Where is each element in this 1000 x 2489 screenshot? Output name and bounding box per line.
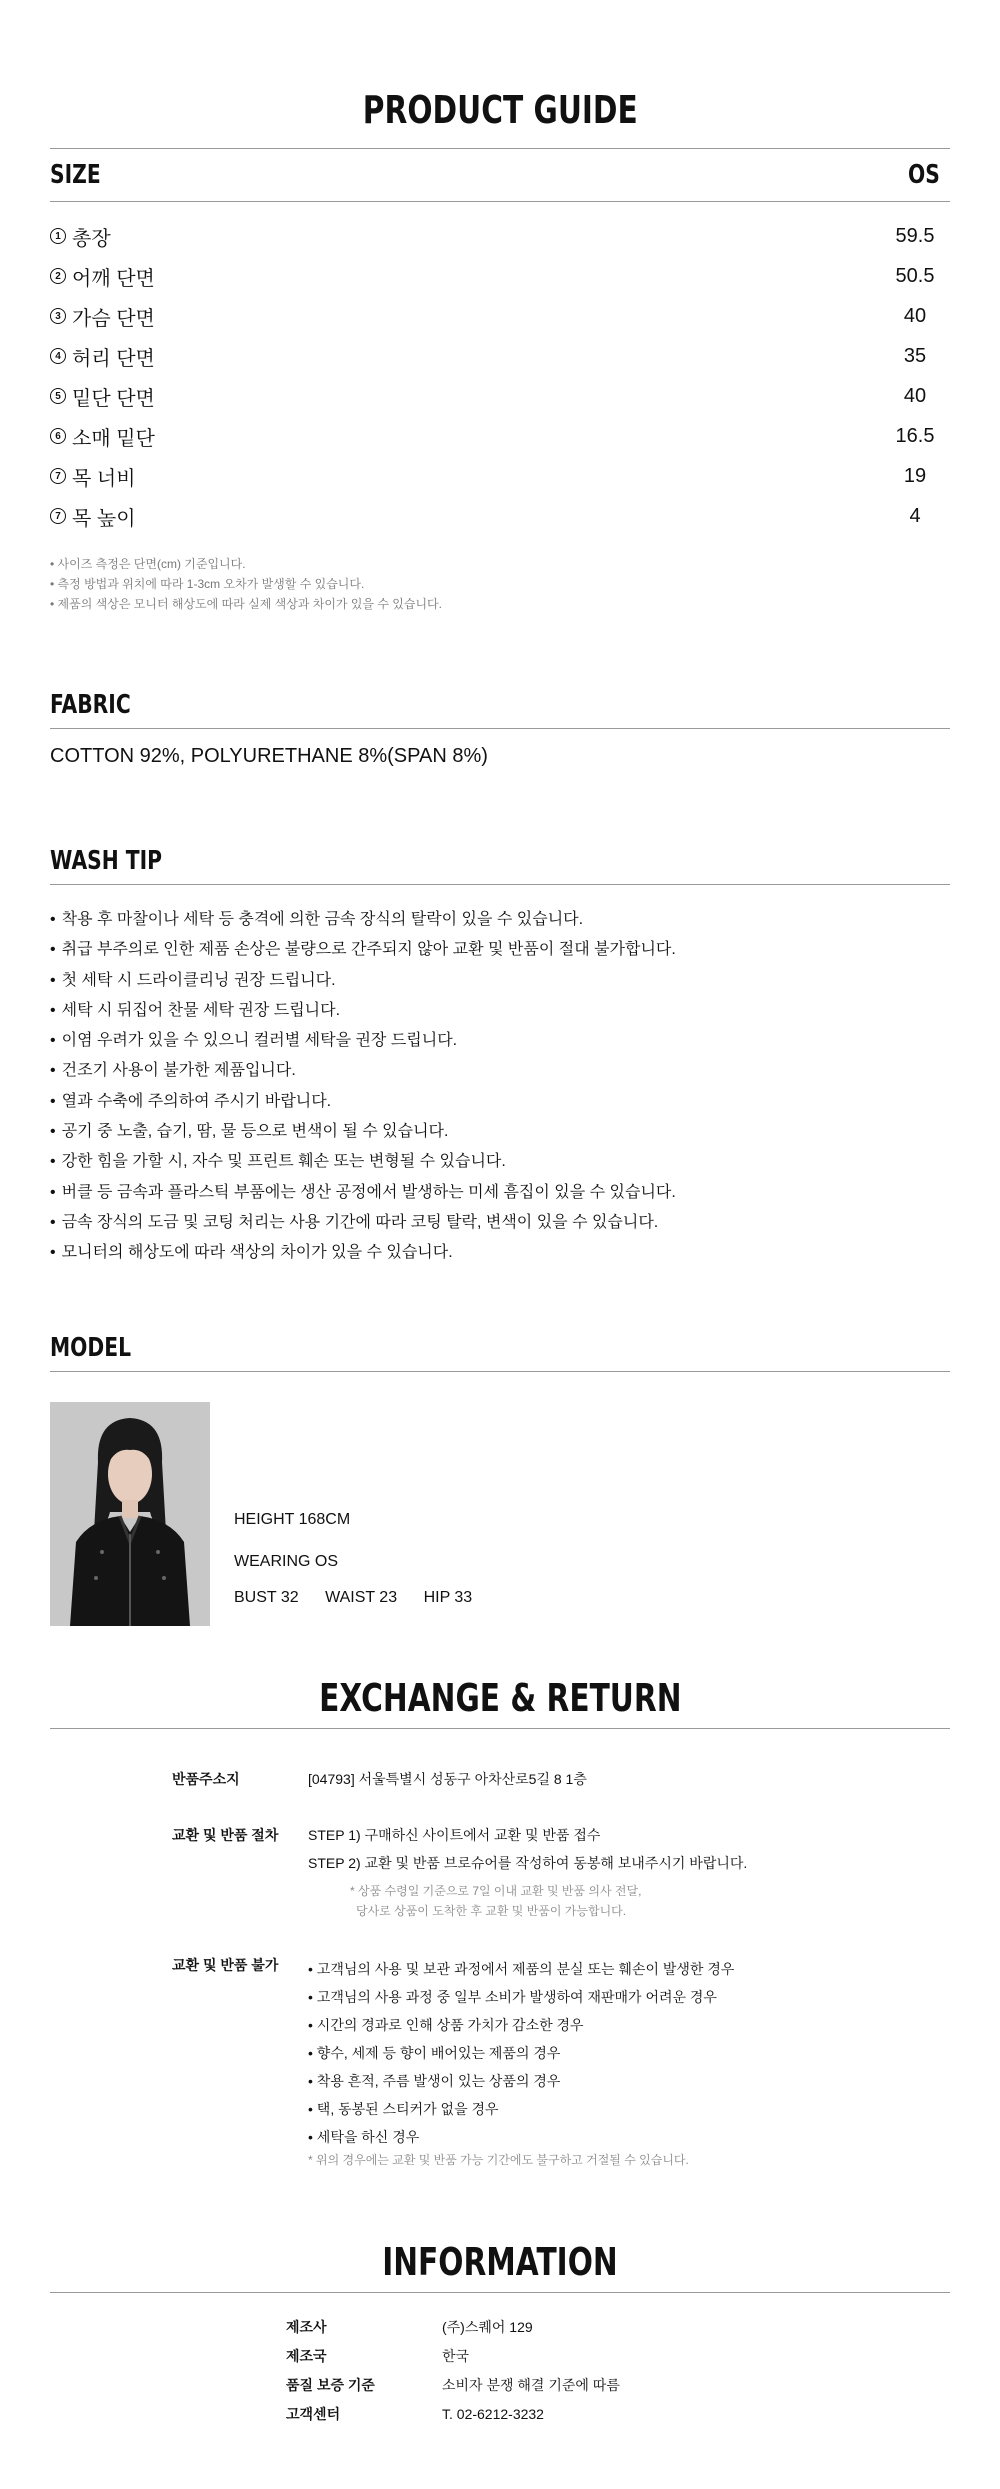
info-key: 품질 보증 기준 <box>286 2376 375 2393</box>
wash-tip-item: • 건조기 사용이 불가한 제품입니다. <box>50 1056 950 1086</box>
wash-tip-heading <box>50 836 950 884</box>
number-circle-icon: 4 <box>50 348 66 364</box>
size-label: 목 너비 <box>72 467 136 490</box>
size-value: 4 <box>909 504 921 527</box>
no-exchange-item: • 세탁을 하신 경우 <box>308 2123 950 2151</box>
size-value: 40 <box>903 304 927 327</box>
model-wearing: WEARING OS <box>234 1552 339 1570</box>
size-label: 밑단 단면 <box>72 387 155 410</box>
fabric-composition: COTTON 92%, POLYURETHANE 8%(SPAN 8%) <box>50 745 488 767</box>
info-key: 제조국 <box>286 2347 327 2364</box>
fabric-heading-text: FABRIC <box>50 690 131 720</box>
note-item: • 제품의 색상은 모니터 해상도에 따라 실제 색상과 차이가 있을 수 있습니다. <box>50 594 950 614</box>
information-title-text: INFORMATION <box>382 2239 618 2284</box>
no-exchange-item: • 택, 동봉된 스티커가 없을 경우 <box>308 2095 950 2123</box>
exchange-return-title <box>50 1668 950 1728</box>
size-label: 어깨 단면 <box>72 267 155 290</box>
wash-tip-item: • 취급 부주의로 인한 제품 손상은 불량으로 간주되지 않아 교환 및 반품이 절대 불가합니다. <box>50 935 950 965</box>
wash-tip-list <box>50 885 950 1269</box>
number-circle-icon: 6 <box>50 428 66 444</box>
wash-tip-item: • 모니터의 해상도에 따라 색상의 차이가 있을 수 있습니다. <box>50 1238 950 1268</box>
exchange-return-info <box>50 1769 950 2168</box>
info-row <box>50 2400 950 2429</box>
info-row <box>50 2371 950 2400</box>
size-row <box>50 336 950 376</box>
wash-tip-item: • 버클 등 금속과 플라스틱 부품에는 생산 공정에서 발생하는 미세 흠집이 있을 수 있습니다. <box>50 1178 950 1208</box>
size-header <box>50 160 115 190</box>
model-info <box>210 1402 494 1626</box>
size-value: 50.5 <box>895 264 935 287</box>
note-item: • 사이즈 측정은 단면(cm) 기준입니다. <box>50 554 950 574</box>
size-row <box>50 496 950 536</box>
number-circle-icon: 7 <box>50 508 66 524</box>
fabric-heading <box>50 680 950 728</box>
process-note-1: * 상품 수령일 기준으로 7일 이내 교환 및 반품 의사 전달, <box>350 1883 642 1898</box>
return-address-value: [04793] 서울특별시 성동구 아차산로5길 8 1층 <box>308 1770 587 1787</box>
information-table <box>50 2313 950 2429</box>
info-value: T. 02-6212-3232 <box>442 2405 544 2422</box>
fabric-section <box>50 680 950 768</box>
process-label: 교환 및 반품 절차 <box>172 1826 279 1843</box>
size-value: 35 <box>903 344 927 367</box>
info-row <box>50 2313 950 2342</box>
size-label: 목 높이 <box>72 507 136 530</box>
wash-tip-section <box>50 836 950 1269</box>
model-photo-illustration <box>50 1402 210 1626</box>
size-table-header <box>50 149 950 201</box>
size-value: 19 <box>903 464 927 487</box>
number-circle-icon: 1 <box>50 228 66 244</box>
wash-tip-item: • 첫 세탁 시 드라이클리닝 권장 드립니다. <box>50 966 950 996</box>
wash-tip-item: • 열과 수축에 주의하여 주시기 바랍니다. <box>50 1087 950 1117</box>
model-hip: HIP 33 <box>423 1588 473 1606</box>
size-label: 가슴 단면 <box>72 307 155 330</box>
size-value: 59.5 <box>895 224 935 247</box>
divider <box>50 1371 950 1372</box>
product-guide-title <box>50 0 950 148</box>
number-circle-icon: 2 <box>50 268 66 284</box>
size-row <box>50 256 950 296</box>
size-value: 16.5 <box>895 424 935 447</box>
size-label: 소매 밑단 <box>72 427 155 450</box>
no-exchange-item: • 고객님의 사용 및 보관 과정에서 제품의 분실 또는 훼손이 발생한 경우 <box>308 1955 950 1983</box>
note-item: • 측정 방법과 위치에 따라 1-3cm 오차가 발생할 수 있습니다. <box>50 574 950 594</box>
process-step-2: STEP 2) 교환 및 반품 브로슈어를 작성하여 동봉해 보내주시기 바랍니다. <box>308 1854 748 1871</box>
divider <box>50 1728 950 1729</box>
size-row <box>50 296 950 336</box>
wash-tip-item: • 강한 힘을 가할 시, 자수 및 프린트 훼손 또는 변형될 수 있습니다. <box>50 1147 950 1177</box>
model-heading <box>50 1323 950 1371</box>
process-note-2: 당사로 상품이 도착한 후 교환 및 반품이 가능합니다. <box>356 1903 627 1918</box>
process-row <box>50 1825 950 1921</box>
size-label: 허리 단면 <box>72 347 155 370</box>
no-exchange-item: • 시간의 경과로 인해 상품 가치가 감소한 경우 <box>308 2011 950 2039</box>
wash-tip-heading-text: WASH TIP <box>50 846 163 876</box>
size-row <box>50 456 950 496</box>
model-measurements <box>234 1588 494 1630</box>
size-value: 40 <box>903 384 927 407</box>
number-circle-icon: 3 <box>50 308 66 324</box>
no-exchange-item: • 향수, 세제 등 향이 배어있는 제품의 경우 <box>308 2039 950 2067</box>
info-value: 한국 <box>442 2347 470 2364</box>
no-exchange-footnote: * 위의 경우에는 교환 및 반품 가능 기간에도 불구하고 거절될 수 있습니다. <box>308 2152 689 2167</box>
no-exchange-item: • 착용 흔적, 주름 발생이 있는 상품의 경우 <box>308 2067 950 2095</box>
size-row <box>50 416 950 456</box>
model-bust: BUST 32 <box>234 1588 299 1606</box>
info-value: (주)스퀘어 129 <box>442 2318 533 2335</box>
os-header-text: OS <box>908 160 940 190</box>
size-row <box>50 376 950 416</box>
model-heading-text: MODEL <box>50 1332 132 1363</box>
model-photo <box>50 1402 210 1626</box>
divider <box>50 2292 950 2293</box>
product-guide-title-text: PRODUCT GUIDE <box>362 88 638 132</box>
size-header-text: SIZE <box>50 160 101 190</box>
return-address-row <box>50 1769 950 1789</box>
wash-tip-item: • 착용 후 마찰이나 세탁 등 충격에 의한 금속 장식의 탈락이 있을 수 있습니다. <box>50 905 950 935</box>
info-value: 소비자 분쟁 해결 기준에 따름 <box>442 2376 620 2393</box>
no-exchange-row <box>50 1955 950 2168</box>
number-circle-icon: 5 <box>50 388 66 404</box>
model-waist: WAIST 23 <box>325 1588 398 1606</box>
return-address-label: 반품주소지 <box>172 1770 240 1787</box>
process-step-1: STEP 1) 구매하신 사이트에서 교환 및 반품 접수 <box>308 1826 601 1843</box>
size-row <box>50 216 950 256</box>
information-title <box>50 2232 950 2292</box>
wash-tip-item: • 이염 우려가 있을 수 있으니 컬러별 세탁을 권장 드립니다. <box>50 1026 950 1056</box>
number-circle-icon: 7 <box>50 468 66 484</box>
info-key: 제조사 <box>286 2318 327 2335</box>
model-height: HEIGHT 168CM <box>234 1510 351 1528</box>
wash-tip-item: • 공기 중 노출, 습기, 땀, 물 등으로 변색이 될 수 있습니다. <box>50 1117 950 1147</box>
size-label: 총장 <box>72 227 111 250</box>
no-exchange-item: • 고객님의 사용 과정 중 일부 소비가 발생하여 재판매가 어려운 경우 <box>308 1983 950 2011</box>
no-exchange-label: 교환 및 반품 불가 <box>172 1956 279 1973</box>
os-header <box>899 160 940 190</box>
size-notes <box>50 554 950 614</box>
no-exchange-list <box>308 1955 950 2151</box>
model-section <box>50 1323 950 1626</box>
wash-tip-item: • 세탁 시 뒤집어 찬물 세탁 권장 드립니다. <box>50 996 950 1026</box>
info-row <box>50 2342 950 2371</box>
info-key: 고객센터 <box>286 2405 341 2422</box>
exchange-return-title-text: EXCHANGE & RETURN <box>318 1675 682 1720</box>
size-table <box>50 202 950 536</box>
wash-tip-item: • 금속 장식의 도금 및 코팅 처리는 사용 기간에 따라 코팅 탈락, 변색이 있을 수 있습니다. <box>50 1208 950 1238</box>
